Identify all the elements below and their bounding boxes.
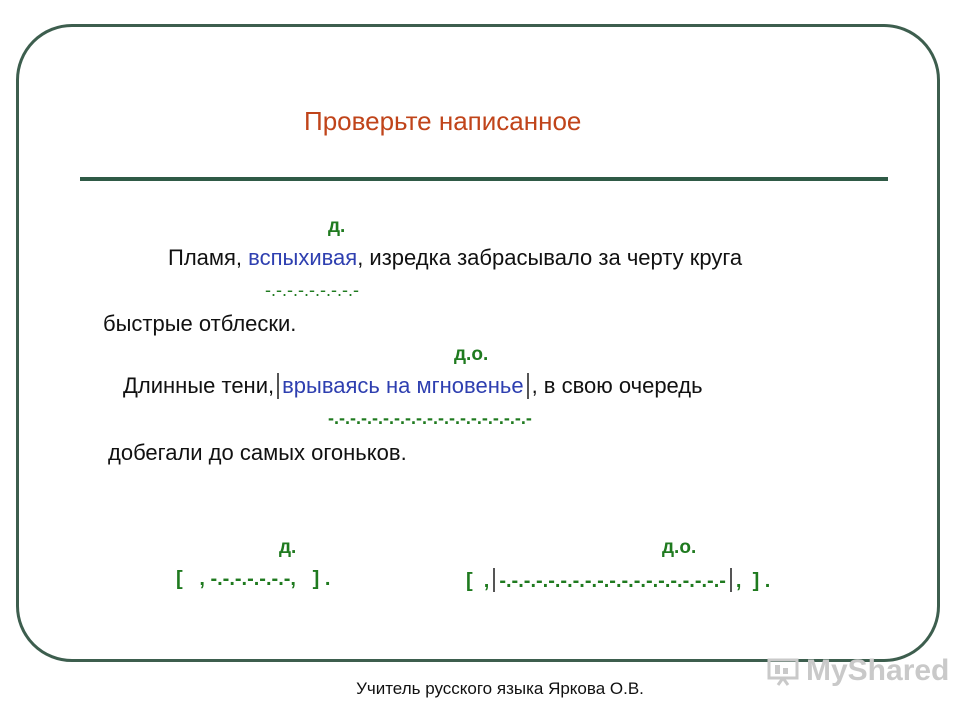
boundary-mark-right: [527, 373, 529, 399]
scheme2-note: д.о.: [662, 537, 697, 558]
title-divider: [80, 177, 888, 181]
watermark-text: MyShared: [806, 654, 950, 687]
sentence1-before: Пламя,: [168, 245, 249, 270]
sentence2-underline: -.-.-.-.-.-.-.-.-.-.-.-.-.-.-.-.-.-.-: [328, 408, 532, 428]
sentence1-participle: вспыхивая: [248, 245, 358, 270]
sentence2-line2: добегали до самых огоньков.: [108, 440, 407, 465]
scheme2-part1: [ ,: [466, 570, 490, 592]
sentence2-participle-phrase: врываясь на мгновенье: [282, 373, 524, 398]
sentence2-note: д.о.: [454, 344, 489, 365]
scheme2-boundary-right: [730, 568, 732, 592]
slide-title: Проверьте написанное: [304, 106, 582, 136]
sentence1-note: д.: [328, 216, 346, 237]
sentence1-line1: [168, 245, 742, 271]
scheme2: [466, 568, 770, 593]
sentence1-line2: быстрые отблески.: [103, 311, 297, 336]
scheme2-boundary-left: [493, 568, 495, 592]
sentence2-line1: [123, 373, 703, 399]
scheme1: [ , -.-.-.-.-.-.-, ] .: [176, 568, 331, 590]
scheme1-note: д.: [279, 537, 297, 558]
footer-author: Учитель русского языка Яркова О.В.: [356, 679, 644, 698]
sentence2-after: , в свою очередь: [531, 373, 703, 398]
sentence2-before: Длинные тени,: [123, 373, 275, 398]
boundary-mark-left: [277, 373, 279, 399]
scheme2-part2: -.-.-.-.-.-.-.-.-.-.-.-.-.-.-.-.-.-.-: [499, 570, 726, 592]
sentence1-after: , изредка забрасывало за черту круга: [357, 245, 743, 270]
watermark: [766, 654, 949, 688]
scheme2-part3: , ] .: [735, 570, 771, 592]
presentation-icon: [766, 656, 800, 686]
sentence1-underline: -.-.-.-.-.-.-.-.-: [265, 280, 359, 300]
